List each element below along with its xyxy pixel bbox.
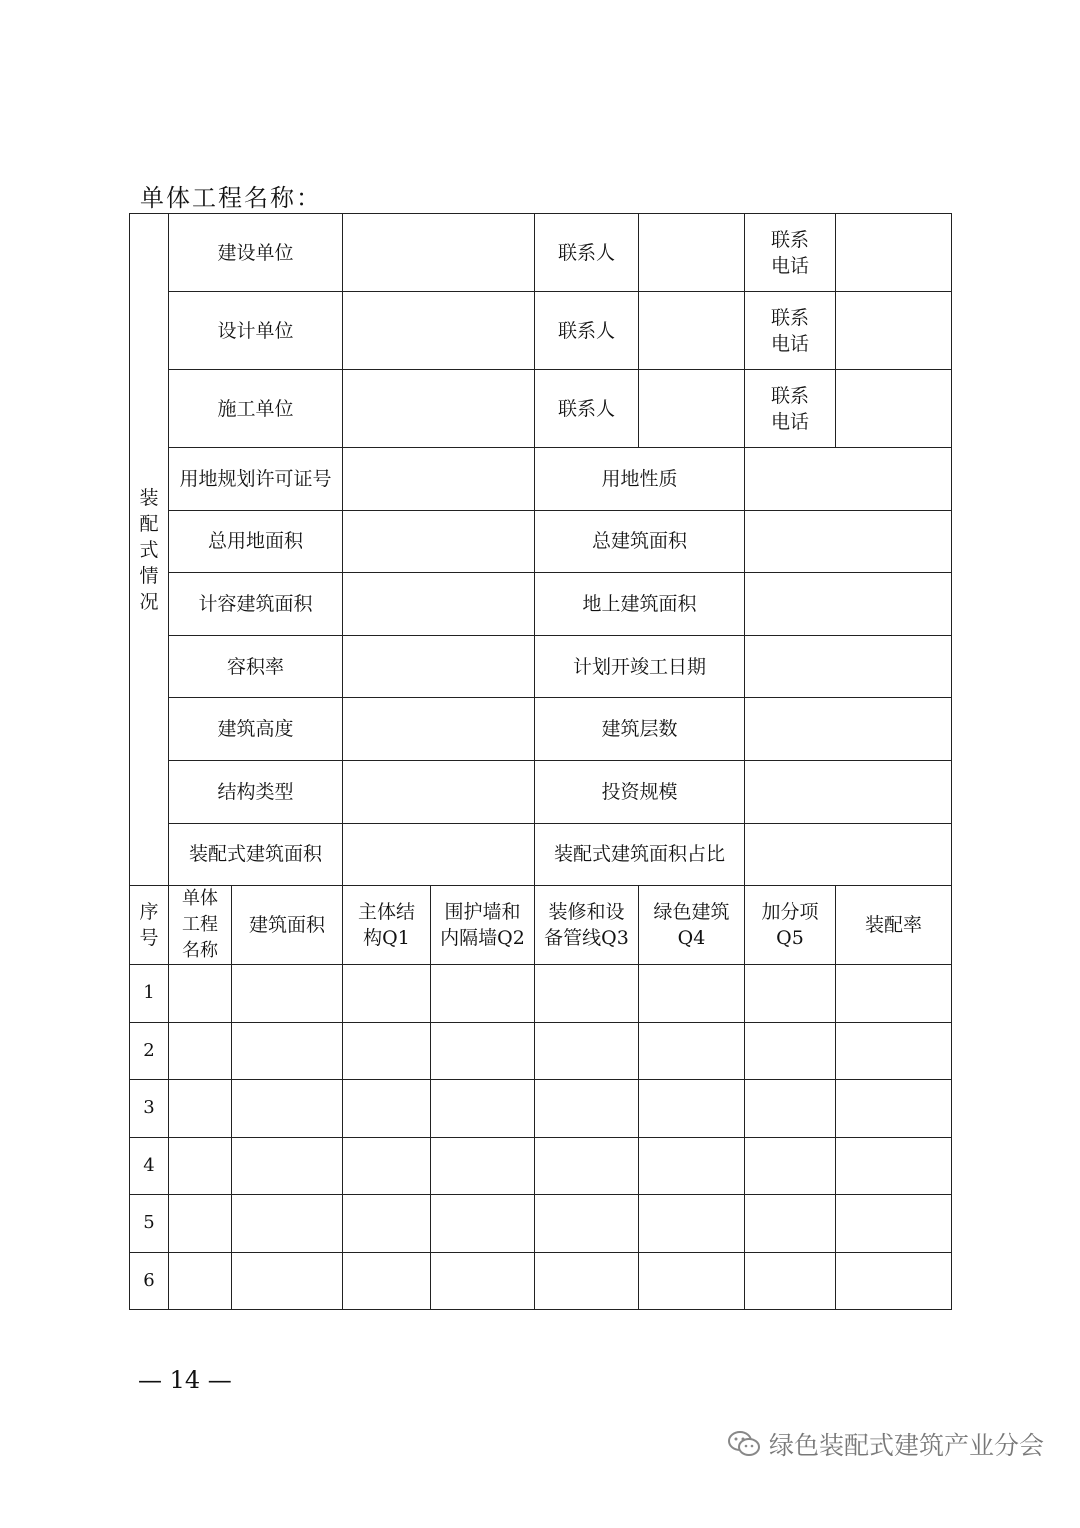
cell-line: 联系 — [771, 228, 810, 251]
info-label: 地上建筑面积 — [535, 573, 745, 636]
row-number: 3 — [130, 1080, 169, 1138]
info-row — [130, 823, 952, 886]
input-cell[interactable] — [431, 1252, 535, 1310]
header-area: 建筑面积 — [232, 886, 343, 965]
input-cell[interactable] — [431, 1195, 535, 1253]
score-row — [130, 1195, 952, 1253]
input-cell[interactable] — [343, 370, 535, 448]
page-number: — 14 — — [138, 1366, 232, 1394]
info-label: 计容建筑面积 — [169, 573, 343, 636]
watermark — [727, 1426, 1044, 1462]
score-row — [130, 1022, 952, 1080]
input-cell[interactable] — [836, 1252, 952, 1310]
info-label: 容积率 — [169, 635, 343, 698]
cell-line: 式 — [139, 538, 159, 561]
unit-label: 施工单位 — [169, 370, 343, 448]
input-cell[interactable] — [535, 1137, 639, 1195]
watermark-text: 绿色装配式建筑产业分会 — [768, 1431, 1044, 1460]
header-q3 — [535, 886, 639, 965]
unit-label: 设计单位 — [169, 292, 343, 370]
input-cell[interactable] — [639, 965, 745, 1023]
input-cell[interactable] — [836, 1080, 952, 1138]
input-cell[interactable] — [431, 1137, 535, 1195]
info-label: 用地规划许可证号 — [169, 448, 343, 511]
cell-line: 序 — [139, 901, 159, 924]
info-row — [130, 510, 952, 573]
cell-line: 情 — [139, 564, 159, 587]
info-row — [130, 573, 952, 636]
cell-line: Q4 — [677, 927, 706, 950]
phone-label — [745, 370, 836, 448]
input-cell[interactable] — [639, 370, 745, 448]
cell-line: 联系 — [771, 306, 810, 329]
input-cell[interactable] — [745, 1252, 836, 1310]
input-cell[interactable] — [535, 1252, 639, 1310]
input-cell[interactable] — [745, 448, 952, 511]
input-cell[interactable] — [639, 292, 745, 370]
input-cell[interactable] — [836, 1022, 952, 1080]
header-seq — [130, 886, 169, 965]
info-row — [130, 448, 952, 511]
input-cell[interactable] — [343, 573, 535, 636]
contact-label: 联系人 — [535, 214, 639, 292]
info-label: 总建筑面积 — [535, 510, 745, 573]
input-cell[interactable] — [343, 510, 535, 573]
wechat-icon — [727, 1430, 761, 1458]
input-cell[interactable] — [639, 1137, 745, 1195]
input-cell[interactable] — [535, 1022, 639, 1080]
input-cell[interactable] — [343, 823, 535, 886]
input-cell[interactable] — [535, 1080, 639, 1138]
cell-line: 况 — [139, 590, 159, 613]
score-header-row — [130, 886, 952, 965]
input-cell[interactable] — [232, 1137, 343, 1195]
cell-line: 构Q1 — [363, 927, 410, 950]
input-cell[interactable] — [639, 1195, 745, 1253]
cell-line: 单体 — [182, 888, 218, 910]
input-cell[interactable] — [745, 1022, 836, 1080]
input-cell[interactable] — [343, 698, 535, 761]
header-rate: 装配率 — [836, 886, 952, 965]
row-number: 5 — [130, 1195, 169, 1253]
input-cell[interactable] — [232, 965, 343, 1023]
input-cell[interactable] — [745, 823, 952, 886]
info-label: 总用地面积 — [169, 510, 343, 573]
info-row — [130, 698, 952, 761]
input-cell[interactable] — [745, 1137, 836, 1195]
input-cell[interactable] — [343, 448, 535, 511]
input-cell[interactable] — [169, 1195, 232, 1253]
cell-line: 号 — [139, 927, 159, 950]
row-number: 6 — [130, 1252, 169, 1310]
input-cell[interactable] — [343, 635, 535, 698]
cell-line: 备管线Q3 — [544, 927, 629, 950]
input-cell[interactable] — [169, 965, 232, 1023]
cell-line: 主体结 — [358, 901, 416, 924]
input-cell[interactable] — [431, 965, 535, 1023]
side-label — [130, 214, 169, 886]
cell-line: 名称 — [182, 940, 218, 962]
input-cell[interactable] — [343, 1252, 431, 1310]
info-label: 用地性质 — [535, 448, 745, 511]
input-cell[interactable] — [169, 1022, 232, 1080]
input-cell[interactable] — [232, 1080, 343, 1138]
input-cell[interactable] — [745, 635, 952, 698]
input-cell[interactable] — [639, 1022, 745, 1080]
contact-label: 联系人 — [535, 370, 639, 448]
unit-label: 建设单位 — [169, 214, 343, 292]
row-number: 2 — [130, 1022, 169, 1080]
header-q2 — [431, 886, 535, 965]
input-cell[interactable] — [232, 1195, 343, 1253]
input-cell[interactable] — [343, 1080, 431, 1138]
contact-row — [130, 214, 952, 292]
input-cell[interactable] — [535, 965, 639, 1023]
input-cell[interactable] — [836, 214, 952, 292]
cell-line: 加分项 — [761, 901, 819, 924]
input-cell[interactable] — [836, 1195, 952, 1253]
info-label: 计划开竣工日期 — [535, 635, 745, 698]
contact-row — [130, 370, 952, 448]
input-cell[interactable] — [836, 1137, 952, 1195]
input-cell[interactable] — [745, 1080, 836, 1138]
info-label: 建筑层数 — [535, 698, 745, 761]
input-cell[interactable] — [745, 698, 952, 761]
input-cell[interactable] — [639, 1080, 745, 1138]
input-cell[interactable] — [431, 1022, 535, 1080]
input-cell[interactable] — [343, 292, 535, 370]
header-q4 — [639, 886, 745, 965]
info-label: 投资规模 — [535, 760, 745, 823]
input-cell[interactable] — [836, 292, 952, 370]
header-name — [169, 886, 232, 965]
row-number: 4 — [130, 1137, 169, 1195]
header-q5 — [745, 886, 836, 965]
row-number: 1 — [130, 965, 169, 1023]
input-cell[interactable] — [343, 760, 535, 823]
input-cell[interactable] — [169, 1137, 232, 1195]
input-cell[interactable] — [232, 1252, 343, 1310]
cell-line: 工程 — [182, 914, 218, 936]
cell-line: 围护墙和 — [444, 901, 521, 924]
cell-line: 绿色建筑 — [653, 901, 730, 924]
cell-line: 电话 — [771, 332, 810, 355]
phone-label — [745, 292, 836, 370]
score-row — [130, 1080, 952, 1138]
input-cell[interactable] — [535, 1195, 639, 1253]
input-cell[interactable] — [745, 965, 836, 1023]
score-row — [130, 965, 952, 1023]
input-cell[interactable] — [639, 1252, 745, 1310]
input-cell[interactable] — [745, 510, 952, 573]
input-cell[interactable] — [169, 1252, 232, 1310]
input-cell[interactable] — [343, 1137, 431, 1195]
contact-row — [130, 292, 952, 370]
input-cell[interactable] — [639, 214, 745, 292]
info-label: 建筑高度 — [169, 698, 343, 761]
input-cell[interactable] — [745, 573, 952, 636]
cell-line: 电话 — [771, 254, 810, 277]
info-row — [130, 635, 952, 698]
cell-line: 装 — [139, 486, 159, 509]
score-row — [130, 1137, 952, 1195]
input-cell[interactable] — [431, 1080, 535, 1138]
phone-label — [745, 214, 836, 292]
score-row — [130, 1252, 952, 1310]
input-cell[interactable] — [343, 214, 535, 292]
contact-label: 联系人 — [535, 292, 639, 370]
cell-line: 配 — [139, 512, 159, 535]
input-cell[interactable] — [232, 1022, 343, 1080]
header-q1 — [343, 886, 431, 965]
input-cell[interactable] — [343, 1022, 431, 1080]
input-cell[interactable] — [343, 1195, 431, 1253]
info-row — [130, 760, 952, 823]
input-cell[interactable] — [745, 760, 952, 823]
input-cell[interactable] — [836, 965, 952, 1023]
cell-line: Q5 — [776, 927, 804, 950]
cell-line: 内隔墙Q2 — [440, 927, 525, 950]
cell-line: 电话 — [771, 410, 810, 433]
cell-line: 联系 — [771, 384, 810, 407]
cell-line: 装修和设 — [548, 901, 625, 924]
page-title: 单体工程名称： — [140, 184, 322, 212]
info-label: 装配式建筑面积 — [169, 823, 343, 886]
input-cell[interactable] — [745, 1195, 836, 1253]
input-cell[interactable] — [836, 370, 952, 448]
info-label: 结构类型 — [169, 760, 343, 823]
info-label: 装配式建筑面积占比 — [535, 823, 745, 886]
assembly-form-table — [129, 213, 952, 1310]
input-cell[interactable] — [169, 1080, 232, 1138]
input-cell[interactable] — [343, 965, 431, 1023]
